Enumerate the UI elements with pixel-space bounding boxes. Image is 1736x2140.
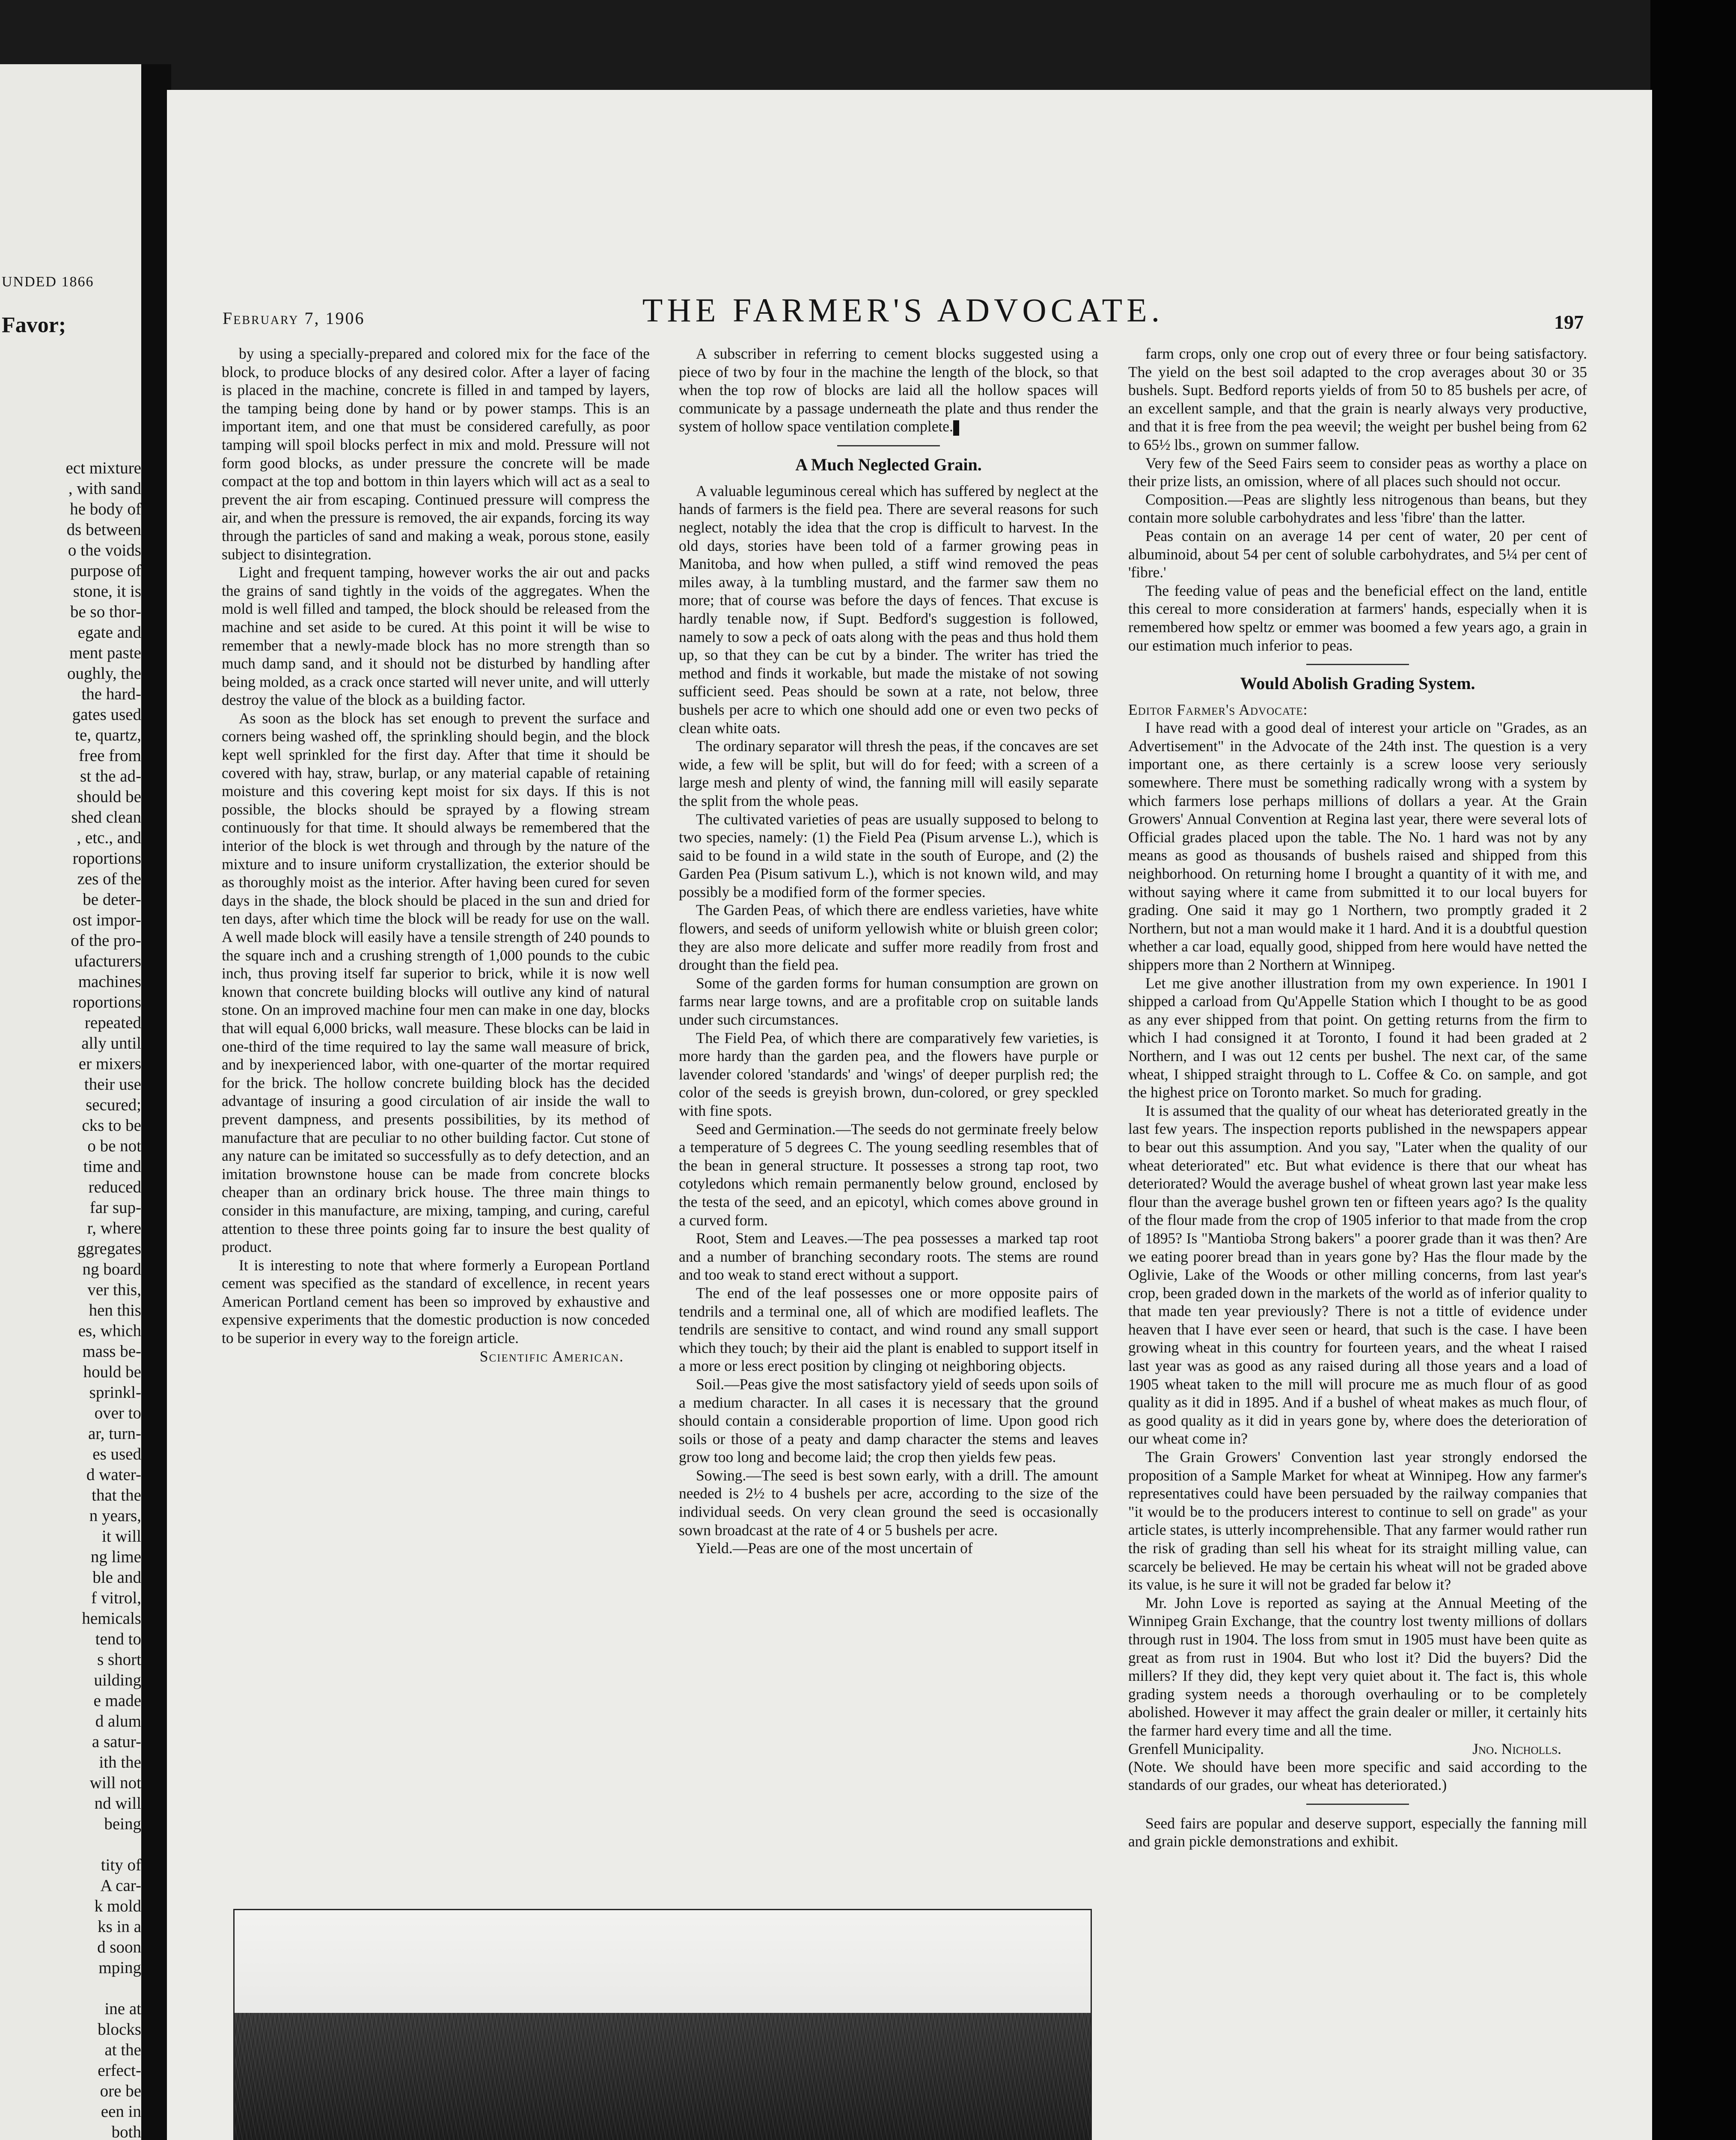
- text-fragment: blocks: [98, 2020, 141, 2039]
- text-fragment: ar, turn-: [88, 1424, 141, 1443]
- text-fragment: stone, it is: [73, 582, 141, 600]
- text-fragment: ine at: [104, 2000, 141, 2018]
- paragraph: It is interesting to note that where formerly a European Portland cement was specified as the standard of excellence, in recent years American Portland cement has been so improved by exhaustive and expensive experiments that the domestic production is now conceded to be superior in every way to the foreign article.: [222, 1256, 650, 1347]
- paragraph: The ordinary separator will thresh the peas, if the concaves are set wide, a few will be split, but will do for feed; with a screen of a large mesh and plenty of wind, the fanning mill will easily separate the split from the whole peas.: [679, 737, 1098, 809]
- column-3: [1128, 345, 1587, 1851]
- text-fragment: purpose of: [70, 562, 141, 580]
- text-fragment: oughly, the: [67, 664, 141, 683]
- text-fragment: gates used: [72, 705, 141, 724]
- text-fragment: time and: [83, 1157, 141, 1176]
- left-page-text-fragments: [0, 458, 141, 2140]
- issue-date: February 7, 1906: [223, 309, 365, 328]
- text-fragment: r, where: [87, 1219, 141, 1237]
- paragraph: I have read with a good deal of interest your article on "Grades, as an Advertisement" in the Advocate of the 24th inst. The question is a very important one, as there certainly is a screw loose very seriously somewhere. There must be something radically wrong with a system by which farmers lose perhaps millions of dollars a year. At the Grain Growers' Annual Convention at Regina last year, there were several lots of Official grades placed upon the table. The No. 1 hard was not by any means as good as thousands of bushels raised and shipped from this neighborhood. On returning home I brought a quantity of it with me, and without saying where it came from submitted it to our local buyers for grading. One said it may go 1 Northern, two promptly graded it 2 Northern, but not a man would make it 1 hard. And it is a doubtful question whether a car load, equally good, shipped from here would have netted the shippers more than 2 Northern at Winnipeg.: [1128, 719, 1587, 973]
- newspaper-page: [167, 90, 1652, 2140]
- text-fragment: [0, 1978, 141, 1999]
- text-cursor-mark: [953, 420, 959, 436]
- text-fragment: k mold: [94, 1897, 141, 1915]
- paragraph: Yield.—Peas are one of the most uncertain of: [696, 1540, 973, 1557]
- text-fragment: shed clean: [71, 808, 141, 826]
- text-fragment: far sup-: [89, 1198, 141, 1217]
- neglected-grain-article: [679, 482, 1098, 1557]
- text-fragment: d soon: [97, 1938, 141, 1956]
- text-fragment: be deter-: [83, 890, 141, 909]
- text-fragment: d water-: [86, 1465, 141, 1484]
- closing-paragraph: Seed fairs are popular and deserve support, especially the fanning mill and grain pickle demonstrations and exhibit.: [1128, 1814, 1587, 1850]
- paragraph: Peas contain on an average 14 per cent of water, 20 per cent of albuminoid, about 54 per cent of soluble carbohydrates, and 5¼ per cent of 'fibre.': [1128, 527, 1587, 581]
- paragraph: Mr. John Love is reported as saying at the Annual Meeting of the Winnipeg Grain Exchange, that the country lost twenty millions of dollars through rust in 1904. The loss from smut in 1905 must have been quite as great as from rust in 1904. But who lost it? Did the buyers? Did the millers? If they did, they kept very quiet about it. The fact is, this whole grading system needs a thorough overhauling or to be completely abolished. However it may affect the grain dealer or miller, it certainly hits the farmer hard every time and all the time.: [1128, 1594, 1587, 1739]
- text-fragment: ufacturers: [74, 952, 141, 970]
- text-fragment: hen this: [89, 1301, 141, 1320]
- text-fragment: ver this,: [87, 1281, 141, 1299]
- column-1: [222, 345, 650, 1365]
- text-fragment: f vitrol,: [91, 1589, 141, 1607]
- text-fragment: A car-: [100, 1876, 141, 1895]
- text-fragment: ment paste: [69, 644, 141, 662]
- text-fragment: st the ad-: [80, 767, 141, 785]
- text-fragment: free from: [78, 746, 141, 765]
- letter-signature: Jno. Nicholls.: [1472, 1740, 1561, 1757]
- divider: [1306, 1804, 1409, 1805]
- subscriber-note: A subscriber in referring to cement blocks suggested using a piece of two by four in the machine the length of the block, so that when the top row of blocks are laid all the hollow spaces will communicate by a passage underneath the plate and thus render the system of hollow space ventilation complete.: [679, 345, 1098, 435]
- paragraph: Soil.—Peas give the most satisfactory yield of seeds upon soils of a medium character. In all cases it is necessary that the ground should contain a considerable proportion of lime. Upon good rich soils or those of a peaty and damp character the stems and leaves grow too long and become laid; the crop then yields few peas.: [679, 1375, 1098, 1466]
- left-page-fragment: [0, 64, 141, 2140]
- text-fragment: reduced: [88, 1178, 141, 1196]
- text-fragment: being: [104, 1815, 141, 1833]
- article-source: Scientific American.: [479, 1347, 624, 1365]
- paragraph: Root, Stem and Leaves.—The pea possesses a marked tap root and a number of branching secondary roots. The stems are round and too weak to stand erect without a support.: [679, 1230, 1098, 1284]
- text-fragment: s short: [97, 1650, 141, 1669]
- divider: [1306, 664, 1409, 665]
- salutation: Editor Farmer's Advocate:: [1128, 701, 1308, 718]
- text-fragment: es, which: [78, 1322, 141, 1340]
- paragraph: Let me give another illustration from my own experience. In 1901 I shipped a carload from Qu'Appelle Station which I thought to be as good as any ever shipped from that point. On getting returns from the firm to which I had consigned it at Toronto, I found it had been graded at 2 Northern, and I was out 12 cents per bushel. The next car, of the same wheat, I shipped straight through to L. Coffee & Co. on sample, and got the highest price on Toronto market. So much for grading.: [1128, 974, 1587, 1101]
- text-fragment: roportions: [72, 849, 141, 868]
- paragraph: Composition.—Peas are slightly less nitrogenous than beans, but they contain more soluble carbohydrates and less 'fibre' than the latter.: [1128, 490, 1587, 526]
- paragraph: Very few of the Seed Fairs seem to consider peas as worthy a place on their prize lists, an omission, where of all places such should not occur.: [1128, 454, 1587, 490]
- paragraph: The Grain Growers' Convention last year strongly endorsed the proposition of a Sample Market for wheat at Winnipeg. How any farmer's representatives could have been persuaded by the railway companies that "it would be to the producers interest to continue to sell on grade" as your article states, is utterly incomprehensible. That any farmer would rather run the risk of grading than sell his wheat for its straight milling value, can scarcely be believed. He may be certain his wheat will not be graded above its value, is he sure it will not be graded far below it?: [1128, 1448, 1587, 1593]
- left-page-heading-fragment: Favor;: [2, 313, 66, 337]
- neglected-grain-continued: [1128, 345, 1587, 654]
- text-fragment: tend to: [95, 1630, 141, 1648]
- letter-signoff: [1128, 1740, 1587, 1758]
- text-fragment: nd will: [94, 1794, 141, 1813]
- text-fragment: n years,: [89, 1507, 141, 1525]
- paragraph: Light and frequent tamping, however works the air out and packs the grains of sand tightly in the voids of the aggregates. When the mold is well filled and tamped, the block should be released from the machine and set aside to be cured. At this point it will be wise to remember that a newly-made block has no more strength than so much damp sand, and it should not be disturbed by handling after being molded, as a crack once started will never unite, and will utterly destroy the value of the block as a building factor.: [222, 564, 650, 709]
- text-fragment: their use: [84, 1075, 141, 1094]
- text-fragment: ally until: [81, 1034, 141, 1052]
- text-fragment: over to: [94, 1404, 141, 1422]
- text-fragment: o be not: [87, 1137, 141, 1155]
- text-fragment: ith the: [99, 1753, 141, 1771]
- text-fragment: will not: [89, 1774, 141, 1792]
- paragraph: It is assumed that the quality of our wheat has deteriorated greatly in the last few years. The inspection reports published in the newspapers appear to bear out this assumption. And you say, "Later when the quality of our wheat deteriorated" etc. But what evidence is there that our wheat has deteriorated? Would the average bushel of wheat grown last year make less flour than the average bushel grown ten or fifteen years ago? Is the quality of the flour made from the crop of 1905 inferior to that made from the crop of 1895? Is "Mantioba Strong bakers" a poorer grade than it was then? Are we eating poorer bread than in years gone by? Has the flour made by the Oglivie, Lake of the Woods or other milling concerns, from last year's crop, been graded down in the markets of the world as of inferior quality to that made ten year previously? There is not a tittle of evidence under heaven that I have ever seen or heard, that such is the case. I have been growing wheat in this country for fourteen years, and the wheat I raised last year was as good as any raised during all those years and a load of 1905 wheat taken to the mill will procure me as much flour of as good quality as it did in 1895. And if a bushel of wheat makes as much flour, of as good quality as it did in years gone by, where does the deterioration of our wheat come in?: [1128, 1102, 1587, 1447]
- text-fragment: roportions: [72, 993, 141, 1011]
- text-fragment: zes of the: [77, 870, 141, 888]
- text-fragment: , with sand: [68, 479, 141, 498]
- text-fragment: secured;: [86, 1096, 141, 1114]
- page-number: 197: [1554, 311, 1584, 333]
- text-fragment: hould be: [83, 1363, 141, 1381]
- text-fragment: er mixers: [78, 1055, 141, 1073]
- paragraph: The end of the leaf possesses one or more opposite pairs of tendrils and a terminal one, all of which are modified leaflets. The tendrils are sensitive to contact, and wind round any small support which they touch; by their aid the plant is enabled to support itself in a more or less erect position by clinging ot neighboring objects.: [679, 1284, 1098, 1375]
- text-fragment: ble and: [92, 1568, 141, 1587]
- masthead-title: THE FARMER'S ADVOCATE.: [642, 291, 1164, 329]
- text-fragment: te, quartz,: [75, 726, 141, 744]
- paragraph: The cultivated varieties of peas are usually supposed to belong to two species, namely: (1) the Field Pea (Pisum arvense L.), which is said to be found in a wild state in the south of Europe, and (2) the Garden Pea (Pisum sativum L.), which is not known wild, and may possibly be a modified form of the former species.: [679, 810, 1098, 901]
- editor-note: (Note. We should have been more specific and said according to the standards of our grades, our wheat has deteriorated.): [1128, 1758, 1587, 1794]
- text-fragment: cks to be: [82, 1116, 141, 1135]
- text-fragment: both: [111, 2123, 141, 2140]
- text-fragment: should be: [77, 788, 141, 806]
- page-header: [223, 291, 1584, 342]
- text-fragment: hemicals: [82, 1609, 141, 1628]
- text-fragment: mping: [98, 1959, 141, 1977]
- text-fragment: ggregates: [77, 1239, 141, 1258]
- text-fragment: repeated: [84, 1014, 141, 1032]
- text-fragment: ds between: [66, 520, 141, 539]
- text-fragment: uilding: [94, 1671, 141, 1689]
- text-fragment: at the: [104, 2041, 141, 2059]
- text-fragment: machines: [78, 972, 141, 991]
- paragraph: As soon as the block has set enough to prevent the surface and corners being washed off, the sprinkling should begin, and the block kept well sprinkled for the first day. After that time it should be covered with hay, straw, burlap, or any material capable of retaining moisture and this covering kept moist for six days. If this is not possible, the blocks should be sprayed by a flowing stream continuously for that time. It should always be remembered that the interior of the block is wet through and through by the nature of the mixture and to insure uniform crystallization, the exterior should be as thoroughly moist as the interior. After having been cured for seven days in the shade, the block should be placed in the sun and dried for ten days, after which time the block will be ready for use on the wall. A well made block will easily have a tensile strength of 240 pounds to the square inch and a crushing strength of 1,000 pounds to the cubic inch, thus proving itself far superior to brick, while it is now well known that concrete building blocks will outlive any kind of natural stone. On an improved machine four men can make in one day, blocks that will equal 6,000 bricks, wall measure. These blocks can be laid in one-third of the time required to lay the same wall measure of brick, and by inexperienced labor, with one-quarter of the mortar required for the brick. The hollow concrete building block has the decided advantage of insuring a good circulation of air inside the wall to prevent dampness, and presents possibilities, by its method of manufacture that are peculiar to no other building factor. Cut stone of any nature can be imitated so successfully as to defy detection, and an imitation brownstone house can be made from concrete blocks cheaper than an ordinary brick house. The three main things to consider in this manufacture, are mixing, tamping, and curing, careful attention to these three points going far to insure the best quality of product.: [222, 709, 650, 1256]
- text-fragment: ng board: [82, 1260, 141, 1278]
- left-page-header: UNDED 1866: [2, 274, 94, 290]
- text-fragment: ng lime: [90, 1548, 141, 1566]
- paragraph: Some of the garden forms for human consumption are grown on farms near large towns, and are a profitable crop on suitable lands under such circumstances.: [679, 974, 1098, 1028]
- text-fragment: erfect-: [98, 2061, 141, 2080]
- paragraph: Sowing.—The seed is best sown early, with a drill. The amount needed is 2½ to 4 bushels per acre, according to the size of the individual seeds. On very clean ground the seed is occasionally sown broadcast at the rate of 4 or 5 bushels per acre.: [679, 1466, 1098, 1539]
- photo-sky: [235, 1910, 1091, 2026]
- paragraph: A valuable leguminous cereal which has suffered by neglect at the hands of farmers is the field pea. There are several reasons for such neglect, notably the idea that the crop is difficult to harvest. In the old days, stories have been told of a farmer growing peas in Manitoba, and how when pulled, a stiff wind removed the peas miles away, à la tumbling mustard, and the farmer saw them no more; that of course was before the days of fences. That excuse is hardly tenable now, if Supt. Bedford's suggestion is followed, namely to sow a peck of oats along with the peas and thus hold them up, so that they can be cut by a binder. The writer has tried the method and finds it workable, but made the mistake of not sowing sufficient seed. Peas should be sown at a rate, not below, three bushels per acre to which one should add one or even two pecks of clean white oats.: [679, 482, 1098, 737]
- scan-border: [1650, 0, 1736, 2140]
- text-fragment: d alum: [95, 1712, 141, 1730]
- photo-field: [235, 2013, 1091, 2140]
- grading-letter: [1128, 719, 1587, 1739]
- text-fragment: that the: [92, 1486, 141, 1504]
- paragraph: farm crops, only one crop out of every three or four being satisfactory. The yield on the best soil adapted to the crop averages about 30 or 35 bushels. Supt. Bedford reports yields of from 50 to 85 bushels per acre, of an excellent sample, and that the grain is nearly always very productive, and that it is free from the pea weevil; the weight per bushel being from 62 to 65½ lbs., grown on summer fallow.: [1128, 345, 1587, 453]
- divider: [837, 445, 940, 446]
- text-fragment: ect mixture: [65, 459, 141, 477]
- text-fragment: es used: [92, 1445, 141, 1463]
- paragraph: by using a specially-prepared and colored mix for the face of the block, to produce blocks of any desired color. After a layer of facing is placed in the machine, concrete is filled in and tamped by layers, the tamping being done by hand or by power stamps. This is an important item, and one that must be considered carefully, as poor tamping will spoil blocks perfect in mix and mold. Pressure will not form good blocks, as under pressure the concrete will be made compact at the top and bottom in thin layers which will act as a seal to prevent the air from escaping. Continued pressure will compress the air, and when the pressure is removed, the air expands, forcing its way through the particles of sand and making a weak, porous stone, easily subject to disintegration.: [222, 345, 650, 563]
- text-fragment: egate and: [77, 623, 141, 642]
- barley-field-photo: [233, 1909, 1092, 2140]
- paragraph: The Field Pea, of which there are comparatively few varieties, is more hardy than the garden pea, and the flowers have purple or lavender colored 'standards' and 'wings' of deeper purplish red; the color of the seeds is greyish brown, dun-colored, or grey speckled with fine spots.: [679, 1029, 1098, 1120]
- paragraph: The Garden Peas, of which there are endless varieties, have white flowers, and seeds of uniform yellowish white or bluish green color; they are also more delicate and suffer more readily from frost and drought than the field pea.: [679, 901, 1098, 974]
- concrete-blocks-article: [222, 345, 650, 1347]
- text-fragment: sprinkl-: [89, 1383, 141, 1402]
- text-fragment: ore be: [100, 2082, 141, 2100]
- paragraph: Seed and Germination.—The seeds do not germinate freely below a temperature of 5 degrees C. The young seedling resembles that of the bean in general structure. It possesses a strong tap root, two cotyledons which remain permanently below ground, enclosed by the testa of the seed, and an epicotyl, which comes above ground in a curved form.: [679, 1120, 1098, 1229]
- column-2: [679, 345, 1098, 1557]
- place-line: Grenfell Municipality.: [1128, 1740, 1264, 1757]
- text-fragment: he body of: [70, 500, 141, 518]
- text-fragment: it will: [101, 1527, 141, 1546]
- article-heading: Would Abolish Grading System.: [1240, 674, 1475, 693]
- text-fragment: a satur-: [92, 1733, 141, 1751]
- text-fragment: [0, 1834, 141, 1855]
- article-heading: A Much Neglected Grain.: [795, 455, 982, 475]
- text-fragment: o the voids: [68, 541, 141, 559]
- text-fragment: mass be-: [82, 1342, 141, 1361]
- text-fragment: tity of: [101, 1856, 141, 1874]
- paragraph: The feeding value of peas and the beneficial effect on the land, entitle this cereal to more consideration at farmers' hands, especially when it is remembered how speltz or emmer was boomed a few years ago, a grain in our estimation much inferior to peas.: [1128, 582, 1587, 654]
- text-fragment: the hard-: [81, 685, 141, 703]
- text-fragment: ost impor-: [72, 911, 141, 929]
- text-fragment: , etc., and: [77, 829, 141, 847]
- text-fragment: e made: [93, 1691, 141, 1710]
- text-fragment: ks in a: [98, 1917, 141, 1936]
- text-fragment: be so thor-: [70, 603, 141, 621]
- text-fragment: een in: [101, 2102, 141, 2121]
- text-fragment: of the pro-: [71, 931, 141, 950]
